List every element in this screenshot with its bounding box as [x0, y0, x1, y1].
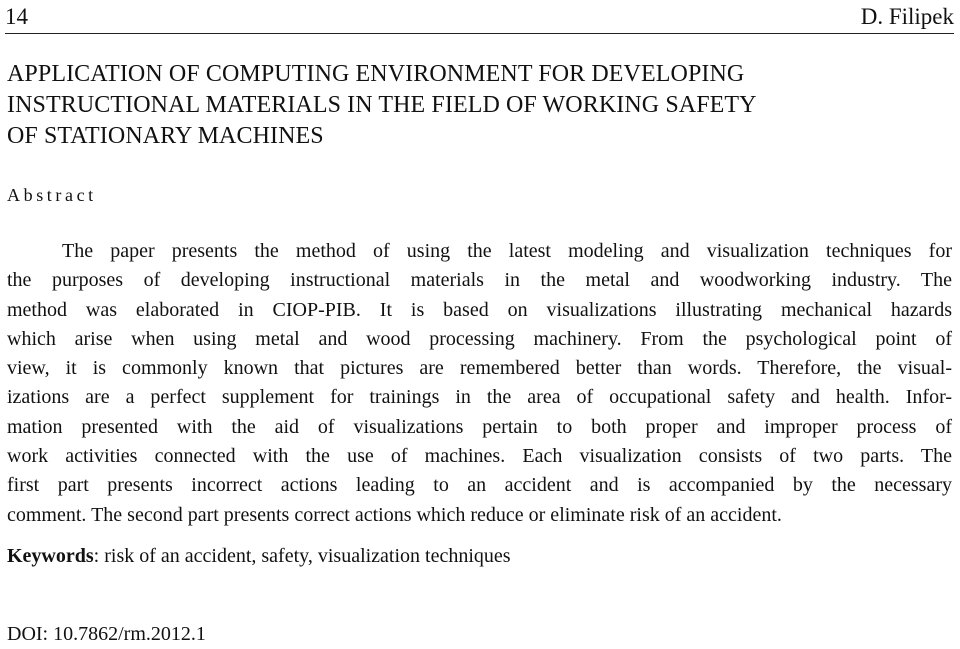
- keywords: [7, 541, 511, 571]
- abstract-line: which arise when using metal and wood processing machinery. From the psychological point of: [7, 327, 952, 350]
- paper-title: [7, 59, 947, 152]
- page-number: 14: [5, 4, 28, 29]
- running-author: D. Filipek: [860, 4, 954, 29]
- doi: DOI: 10.7862/rm.2012.1: [7, 623, 206, 645]
- abstract-line: izations are a perfect supplement for trainings in the area of occupational safety and health. Infor-: [7, 386, 952, 409]
- abstract-line: work activities connected with the use of machines. Each visualization consists of two parts. The: [7, 445, 952, 468]
- abstract-line: first part presents incorrect actions leading to an accident and is accompanied by the necessary: [7, 474, 952, 497]
- abstract-text: [7, 237, 952, 530]
- keywords-label: Keywords: [7, 545, 94, 567]
- abstract-line: the purposes of developing instructional materials in the metal and woodworking industry. The: [7, 269, 952, 292]
- abstract-line: mation presented with the aid of visualizations pertain to both proper and improper process of: [7, 415, 952, 438]
- keywords-text: risk of an accident, safety, visualization techniques: [104, 545, 511, 567]
- title-line: INSTRUCTIONAL MATERIALS IN THE FIELD OF WORKING SAFETY: [7, 92, 757, 118]
- title-line: OF STATIONARY MACHINES: [7, 123, 324, 149]
- abstract-line: The paper presents the method of using the latest modeling and visualization techniques for: [62, 240, 952, 262]
- abstract-line: method was elaborated in CIOP-PIB. It is based on visualizations illustrating mechanical hazards: [7, 298, 952, 321]
- keywords-separator: :: [93, 545, 105, 567]
- abstract-line: view, it is commonly known that pictures are remembered better than words. Therefore, the visual-: [7, 357, 952, 380]
- abstract-heading: Abstract: [7, 185, 97, 205]
- title-line: APPLICATION OF COMPUTING ENVIRONMENT FOR DEVELOPING: [7, 61, 745, 87]
- running-header: [5, 2, 954, 34]
- abstract-line: comment. The second part presents correct actions which reduce or eliminate risk of an accident.: [7, 503, 782, 526]
